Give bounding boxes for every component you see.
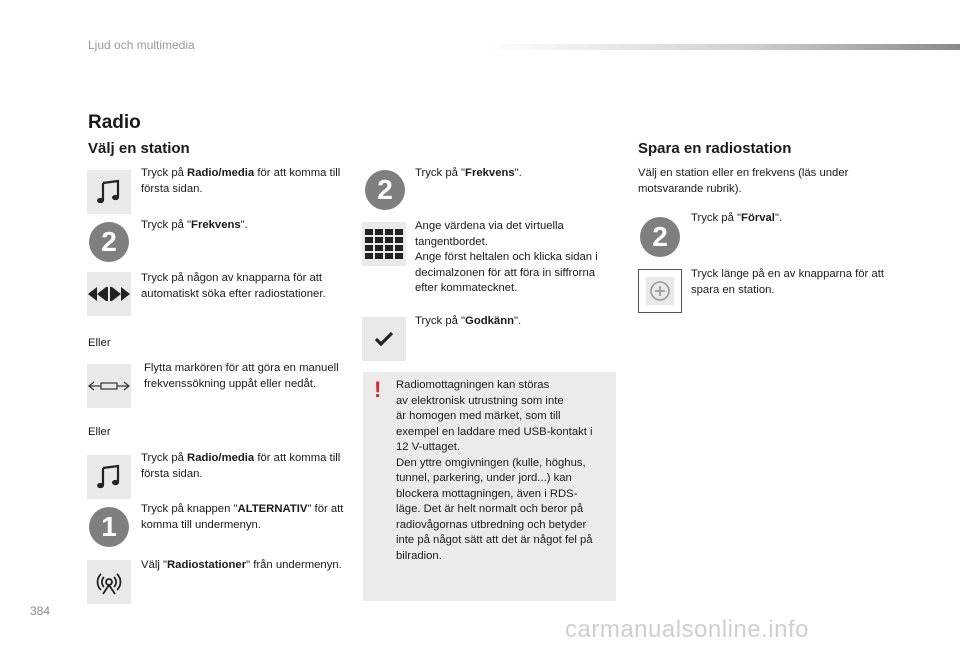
seek-arrows-icon — [87, 272, 131, 316]
warning-text: Radiomottagningen kan störas av elektronisk utrustning som inte är homogen med märket, som till exempel en laddare med USB-kontakt i 12 V-uttaget. Den yttre omgivningen (kulle, höghus, tunnel, parkering, under jord...) kan blockera mottagningen, även i RDS- läge. Det är helt normalt och beror på radiovågornas utbredning och betyder inte på något sätt att det är något fel på bilradion. — [396, 379, 593, 562]
step-text: Tryck på knappen "ALTERNATIV" för att komma till undermenyn. — [141, 503, 344, 531]
step-text: Tryck på Radio/media för att komma till första sidan. — [141, 167, 341, 195]
number-2-icon: 2 — [365, 170, 405, 210]
watermark: carmanualsonline.info — [565, 616, 809, 643]
section-header: Ljud och multimedia — [88, 38, 195, 52]
music-note-icon — [87, 170, 131, 214]
radio-waves-icon — [87, 560, 131, 604]
or-label: Eller — [88, 426, 111, 438]
step-text: Tryck på Radio/media för att komma till första sidan. — [141, 452, 341, 480]
step-text: Tryck länge på en av knapparna för att spara en station. — [691, 268, 884, 296]
add-preset-icon — [638, 269, 682, 313]
step-text: Välj "Radiostationer" från undermenyn. — [141, 559, 342, 571]
warning-icon: ! — [374, 377, 382, 402]
number-2-icon: 2 — [640, 217, 680, 257]
step-text: Tryck på "Frekvens". — [141, 219, 248, 231]
intro-text: Välj en station eller en frekvens (läs under motsvarande rubrik). — [638, 167, 849, 195]
step-text: Tryck på någon av knapparna för att automatiskt söka efter radiostationer. — [141, 272, 326, 300]
slider-icon — [87, 364, 131, 408]
number-1-icon: 1 — [89, 507, 129, 547]
step-text: Tryck på "Förval". — [691, 212, 783, 224]
page-title: Radio — [88, 112, 141, 133]
header-rule — [488, 44, 960, 50]
heading-save-station: Spara en radiostation — [638, 140, 792, 157]
heading-select-station: Välj en station — [88, 140, 190, 157]
checkmark-icon — [362, 317, 406, 361]
step-text: Tryck på "Frekvens". — [415, 167, 522, 179]
number-2-icon: 2 — [89, 222, 129, 262]
step-text: Flytta markören för att göra en manuell frekvenssökning uppåt eller nedåt. — [144, 362, 339, 390]
keypad-instructions: Ange värdena via det virtuella tangentbordet. Ange först heltalen och klicka sidan i decimalzonen för att föra in siffrorna efter kommatecknet. — [415, 220, 598, 294]
music-note-icon — [87, 455, 131, 499]
step-text: Tryck på "Godkänn". — [415, 315, 522, 327]
keypad-icon — [362, 222, 406, 266]
page-number: 384 — [30, 604, 51, 618]
or-label: Eller — [88, 337, 111, 349]
